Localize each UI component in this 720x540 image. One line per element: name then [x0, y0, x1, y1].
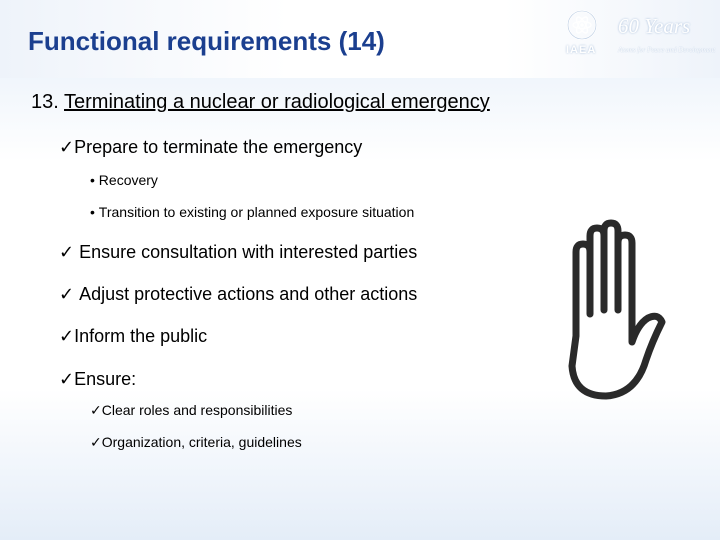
- bullet-icon: •: [90, 172, 95, 188]
- checkmark-icon: ✓: [59, 284, 75, 305]
- check-item-ensure: [59, 369, 136, 390]
- checkmark-icon: ✓: [90, 435, 102, 451]
- stop-hand-icon: [552, 218, 670, 408]
- item-text: Adjust protective actions and other actions: [79, 284, 418, 304]
- iaea-emblem-icon: [564, 8, 600, 42]
- check-item-prepare: [59, 137, 362, 158]
- item-text: Clear roles and responsibilities: [101, 402, 293, 418]
- logo-anniversary: 60 Years: [618, 14, 691, 38]
- check-subitem-organization: [90, 434, 302, 451]
- item-text: Organization, criteria, guidelines: [101, 434, 302, 450]
- section-heading: [31, 91, 490, 114]
- item-text: Transition to existing or planned exposure situation: [98, 204, 415, 220]
- logo-organization: IAEA: [566, 44, 597, 56]
- check-item-consultation: [59, 242, 417, 263]
- check-item-protective-actions: [59, 284, 417, 305]
- bullet-icon: •: [90, 204, 95, 220]
- check-item-inform-public: [59, 326, 207, 347]
- section-title: Terminating a nuclear or radiological emergency: [64, 91, 490, 113]
- check-subitem-roles: [90, 402, 292, 419]
- item-text: Inform the public: [74, 326, 208, 346]
- item-text: Prepare to terminate the emergency: [74, 137, 363, 157]
- logo-motto: Atoms for Peace and Development: [618, 46, 716, 54]
- checkmark-icon: ✓: [90, 403, 102, 419]
- iaea-logo: [560, 6, 716, 60]
- checkmark-icon: ✓: [59, 242, 75, 263]
- checkmark-icon: ✓: [59, 137, 75, 158]
- item-text: Recovery: [98, 172, 158, 188]
- checkmark-icon: ✓: [59, 369, 75, 390]
- slide-title: Functional requirements (14): [28, 26, 385, 56]
- section-number: 13.: [31, 91, 59, 113]
- checkmark-icon: ✓: [59, 326, 75, 347]
- item-text: Ensure:: [74, 369, 137, 389]
- bullet-item-recovery: [90, 172, 158, 188]
- item-text: Ensure consultation with interested parties: [79, 242, 418, 262]
- bullet-item-transition: [90, 204, 414, 220]
